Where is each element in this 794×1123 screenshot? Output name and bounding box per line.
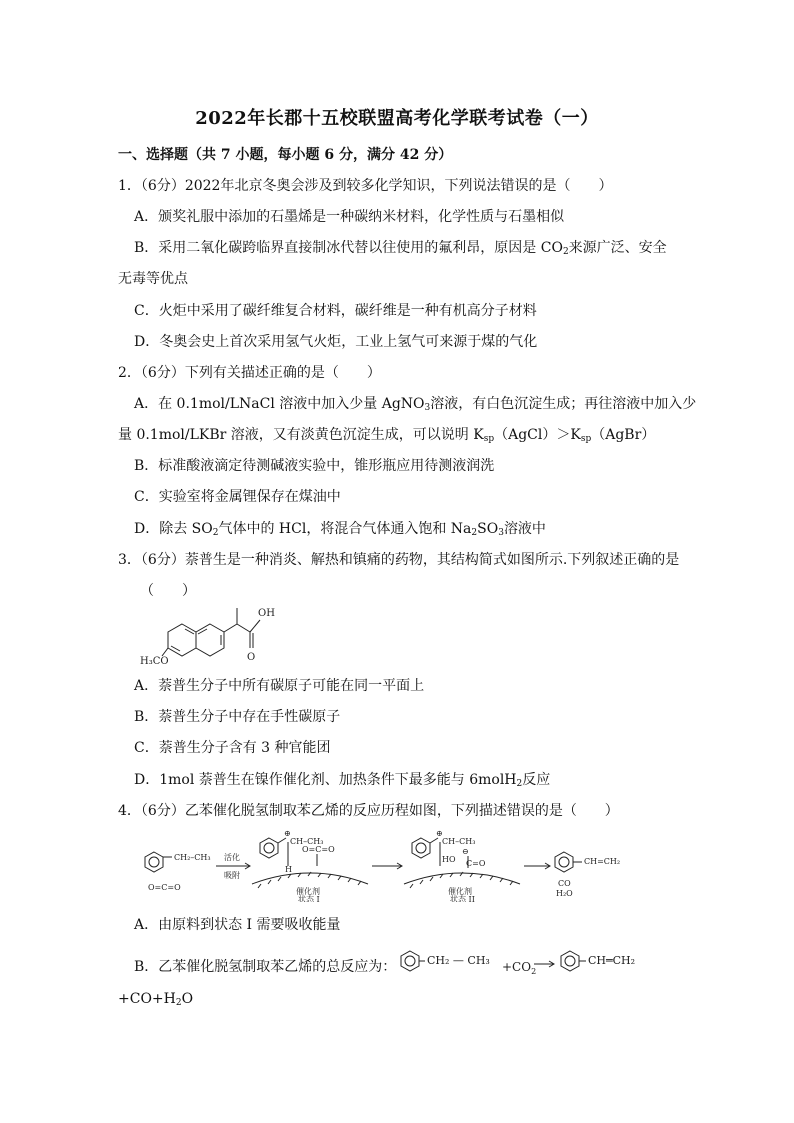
state1-co2-label: O=C=O bbox=[302, 845, 335, 854]
reactant-ethyl-label: CH₂–CH₃ bbox=[174, 853, 211, 862]
naproxen-structure-figure bbox=[140, 602, 300, 668]
page-title: 2022年长郡十五校联盟高考化学联考试卷（一） bbox=[195, 108, 599, 129]
state1-label: 状态 I bbox=[298, 895, 320, 902]
step-adsorption-label: 吸附 bbox=[224, 871, 240, 880]
q2-stem: 2．（6分）下列有关描述正确的是（ ） bbox=[118, 365, 381, 381]
naproxen-oh-label: OH bbox=[258, 608, 275, 619]
reactant-co2-label: O=C=O bbox=[148, 883, 181, 892]
q1-option-d: D．冬奥会史上首次采用氢气火炬，工业上氢气可来源于煤的气化 bbox=[134, 334, 538, 350]
q2-option-c: C．实验室将金属锂保存在煤油中 bbox=[134, 489, 341, 505]
q1-option-a: A．颁奖礼服中添加的石墨烯是一种碳纳米材料，化学性质与石墨相似 bbox=[134, 209, 565, 225]
state2-catalyst-label: 催化剂 bbox=[448, 887, 472, 896]
product-h2o-label: H₂O bbox=[556, 889, 573, 898]
reaction-pathway-figure bbox=[140, 826, 670, 902]
q1-option-c: C．火炬中采用了碳纤维复合材料，碳纤维是一种有机高分子材料 bbox=[134, 303, 537, 319]
state1-h-label: H bbox=[285, 865, 292, 874]
q4-option-a: A．由原料到状态 I 需要吸收能量 bbox=[134, 917, 341, 933]
state1-chch3-label: CH–CH₃ bbox=[290, 837, 324, 846]
state2-label: 状态 II bbox=[450, 895, 475, 902]
overall-product-label: CH═CH₂ bbox=[588, 954, 636, 967]
q2-option-a-cont: 量 0.1mol/LKBr 溶液，又有淡黄色沉淀生成，可以说明 $K_{sp}(AgCl)>K_{sp}(AgBr)$ bbox=[118, 427, 656, 444]
state2-cation-sign: ⊕ bbox=[436, 829, 443, 838]
naproxen-h3co-label: H₃CO bbox=[140, 656, 169, 667]
state2-anion-sign: ⊖ bbox=[462, 847, 469, 856]
overall-reaction-equation bbox=[398, 944, 678, 978]
state1-catalyst-label: 催化剂 bbox=[296, 887, 320, 896]
q3-answer-paren: （ ） bbox=[140, 583, 196, 599]
q4-stem: 4．（6分）乙苯催化脱氢制取苯乙烯的反应历程如图，下列描述错误的是（ ） bbox=[118, 803, 619, 819]
overall-reaction-figure bbox=[398, 944, 678, 978]
q2-option-b: B．标准酸液滴定待测碱液实验中，锥形瓶应用待测液润洗 bbox=[134, 458, 495, 474]
state2-chch3-label: CH–CH₃ bbox=[442, 837, 476, 846]
overall-co2-label: $+CO_2$ bbox=[502, 960, 537, 976]
naproxen-structure bbox=[140, 602, 300, 668]
step-activation-label: 活化 bbox=[224, 853, 240, 862]
state1-cation-sign: ⊕ bbox=[284, 829, 291, 838]
q3-option-b: B．萘普生分子中存在手性碳原子 bbox=[134, 709, 341, 725]
product-vinyl-label: CH=CH₂ bbox=[584, 857, 621, 866]
q3-option-a: A．萘普生分子中所有碳原子可能在同一平面上 bbox=[134, 678, 425, 694]
q3-option-d: D．1mol 萘普生在镍作催化剂、加热条件下最多能与 6molH$_2$反应 bbox=[134, 772, 551, 789]
product-co-label: CO bbox=[558, 879, 571, 888]
state2-co-label: C=O bbox=[466, 859, 486, 868]
q2-option-a: A．在 0.1mol/LNaCl 溶液中加入少量 AgNO$_3$溶液，有白色沉淀生成；再往溶液中加入少 bbox=[134, 396, 697, 413]
q2-option-d: D．除去 $SO_2$气体中的 HCl，将混合气体通入饱和 $Na_2SO_3$溶液中 bbox=[134, 521, 546, 538]
q4-option-b-cont: $+CO+H_2O$ bbox=[118, 991, 194, 1008]
section-heading: 一、选择题（共 7 小题，每小题 6 分，满分 42 分） bbox=[118, 147, 453, 163]
q1-option-b-cont: 无毒等优点 bbox=[118, 271, 188, 287]
overall-reactant-label: CH₂ — CH₃ bbox=[427, 954, 490, 967]
state2-ho-label: HO bbox=[442, 855, 456, 864]
q3-stem: 3．（6分）萘普生是一种消炎、解热和镇痛的药物，其结构简式如图所示.下列叙述正确的是 bbox=[118, 552, 680, 568]
q3-option-c: C．萘普生分子含有 3 种官能团 bbox=[134, 740, 331, 756]
q1-option-b: B．采用二氧化碳跨临界直接制冰代替以往使用的氟利昂，原因是 $CO_2$来源广泛、安全 bbox=[134, 240, 667, 257]
reaction-pathway-diagram bbox=[140, 826, 670, 902]
naproxen-o-label: O bbox=[247, 652, 256, 663]
q1-stem: 1．（6分）2022年北京冬奥会涉及到较多化学知识，下列说法错误的是（ ） bbox=[118, 178, 613, 194]
q4-option-b: B．乙苯催化脱氢制取苯乙烯的总反应为： bbox=[134, 959, 397, 975]
